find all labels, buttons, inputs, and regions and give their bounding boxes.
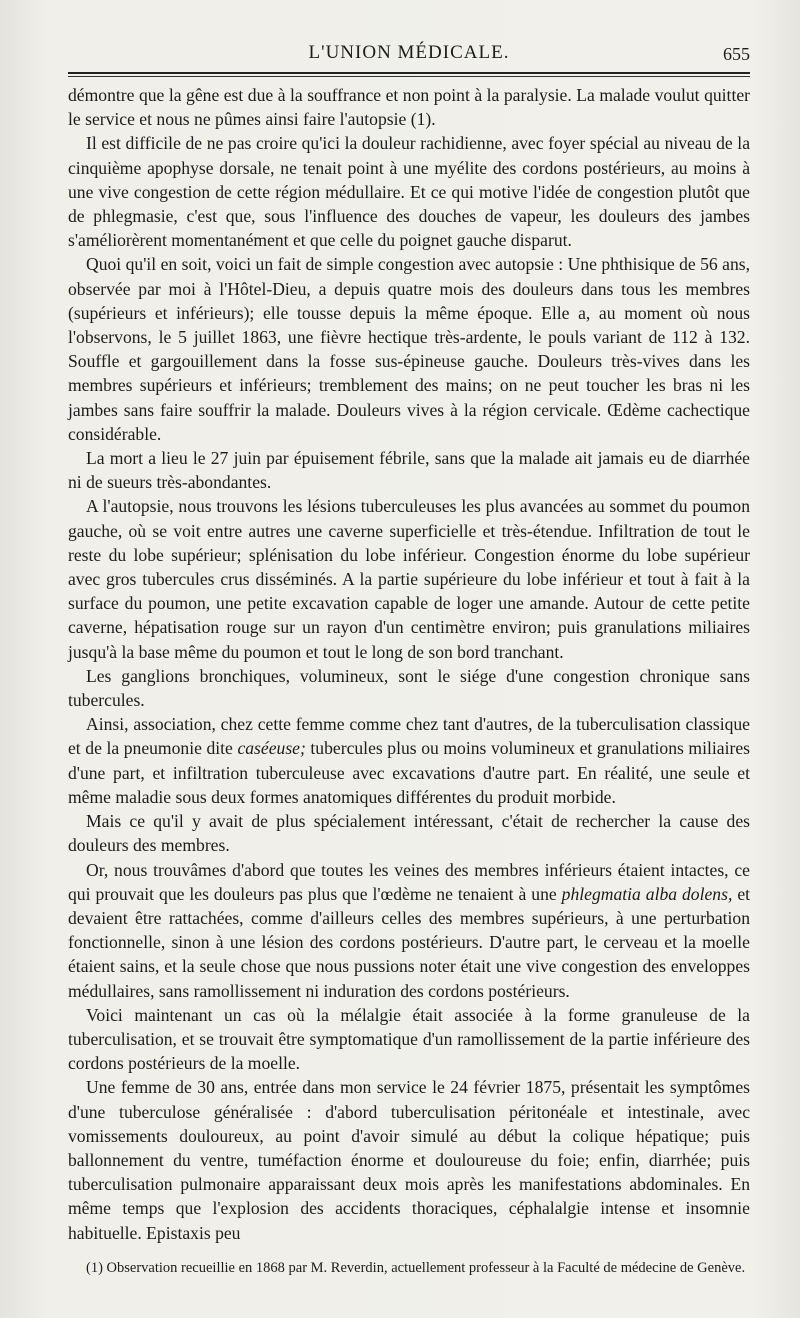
italic-caseeuse: caséeuse; — [237, 738, 306, 759]
paragraph-1: démontre que la gêne est due à la souffrance et non point à la paralysie. La malade voulut quitter le service et nous ne pûmes ainsi faire l'autopsie (1). — [68, 85, 750, 130]
paragraph-7-part-1: Ainsi, association, chez cette femme comme chez tant d'autres, de la tuberculisation classique et de la pneumonie dite — [68, 714, 750, 759]
paragraph-9 — [68, 858, 750, 1003]
paragraph-4: La mort a lieu le 27 juin par épuisement fébrile, sans que la malade ait jamais eu de diarrhée ni de sueurs très-abondantes. — [68, 448, 750, 493]
footnote-area — [68, 1259, 750, 1277]
header-rule-thin — [68, 76, 750, 77]
paragraph-9-part-2: et devaient être rattachées, comme d'ailleurs celles des membres supérieurs, à une perturbation fonctionnelle, sinon à une lésion des cordons postérieurs. D'autre part, le cerveau et la moelle étaient sains, et la seule chose que nous pussions noter était une vive congestion des enveloppes médullaires, sans ramollissement ni induration des cordons postérieurs. — [68, 883, 751, 1001]
page-number: 655 — [723, 44, 750, 64]
body-text — [68, 83, 750, 1245]
italic-phlegmatia: phlegmatia alba dolens, — [561, 883, 733, 904]
paragraph-7 — [68, 712, 750, 809]
paragraph-9-part-1: Or, nous trouvâmes d'abord que toutes les veines des membres inférieurs étaient intactes, ce qui prouvait que les douleurs pas plus que l'œdème ne tenaient à une — [68, 859, 750, 904]
paragraph-3: Quoi qu'il en soit, voici un fait de simple congestion avec autopsie : Une phthisique de 56 ans, observée par moi à l'Hôtel-Dieu, a depuis quatre mois des douleurs dans tous les membres (supérieurs et inférieurs); elle tousse depuis la même époque. Elle a, au moment où nous l'observons, le 5 juillet 1863, une fièvre hectique très-ardente, le pouls variant de 112 à 132. Souffle et gargouillement dans la fosse sus-épineuse gauche. Douleurs très-vives dans les membres supérieurs et inférieurs; tremblement des mains; on ne peut toucher les bras ni les jambes sans faire souffrir la malade. Douleurs vives à la région cervicale. Œdème cachectique considérable. — [68, 254, 750, 444]
paragraph-10: Voici maintenant un cas où la mélalgie était associée à la forme granuleuse de la tuberculisation, et se trouvait être symptomatique d'un ramollissement de la partie inférieure des cordons postérieurs de la moelle. — [68, 1004, 750, 1074]
paragraph-11: Une femme de 30 ans, entrée dans mon service le 24 février 1875, présentait les symptômes d'une tuberculose généralisée : d'abord tuberculisation péritonéale et intestinale, avec vomissements douloureux, au point d'avoir simulé au début la colique hépatique; puis ballonnement du ventre, tuméfaction énorme et douloureuse du foie; enfin, diarrhée; puis tuberculisation pulmonaire apparaissant deux mois après les manifestations abdominales. En même temps que l'explosion des accidents thoraciques, céphalalgie intense et insomnie habituelle. Epistaxis peu — [68, 1077, 750, 1243]
paragraph-6: Les ganglions bronchiques, volumineux, sont le siége d'une congestion chronique sans tubercules. — [68, 665, 750, 711]
paragraph-8: Mais ce qu'il y avait de plus spécialement intéressant, c'était de rechercher la cause des douleurs des membres. — [68, 811, 750, 856]
header-rule — [68, 72, 750, 74]
paragraph-5: A l'autopsie, nous trouvons les lésions tuberculeuses les plus avancées au sommet du poumon gauche, où se voit entre autres une caverne superficielle et très-étendue. Infiltration de tout le reste du lobe supérieur; splénisation du lobe inférieur. Congestion énorme du lobe supérieur avec gros tubercules crus disséminés. A la partie supérieure du lobe inférieur et tout à fait à la surface du poumon, une petite excavation capable de loger une amande. Autour de cette petite caverne, hépatisation rouge sur un rayon d'un centimètre environ; puis granulations miliaires jusqu'à la base même du poumon et tout le long de son bord tranchant. — [68, 496, 750, 662]
footnote: (1) Observation recueillie en 1868 par M. Reverdin, actuellement professeur à la Faculté de médecine de Genève. — [86, 1259, 746, 1276]
running-title: L'UNION MÉDICALE. — [308, 42, 510, 63]
paragraph-2: Il est difficile de ne pas croire qu'ici la douleur rachidienne, avec foyer spécial au niveau de la cinquième apophyse dorsale, ne tenait point à une myélite des cordons postérieurs, au moins à une vive congestion de cette région médullaire. Et ce qui motive l'idée de congestion plutôt que de phlegmasie, c'est que, sous l'influence des douches de vapeur, les douleurs des jambes s'améliorèrent momentanément et que celle du poignet gauche disparut. — [68, 133, 750, 251]
paragraph-7-part-2: tubercules plus ou moins volumineux et granulations miliaires d'une part, et infiltration tuberculeuse avec excavations d'autre part. En réalité, une seule et même maladie sous deux formes anatomiques différentes du produit morbide. — [68, 738, 750, 807]
page-header — [68, 0, 750, 62]
